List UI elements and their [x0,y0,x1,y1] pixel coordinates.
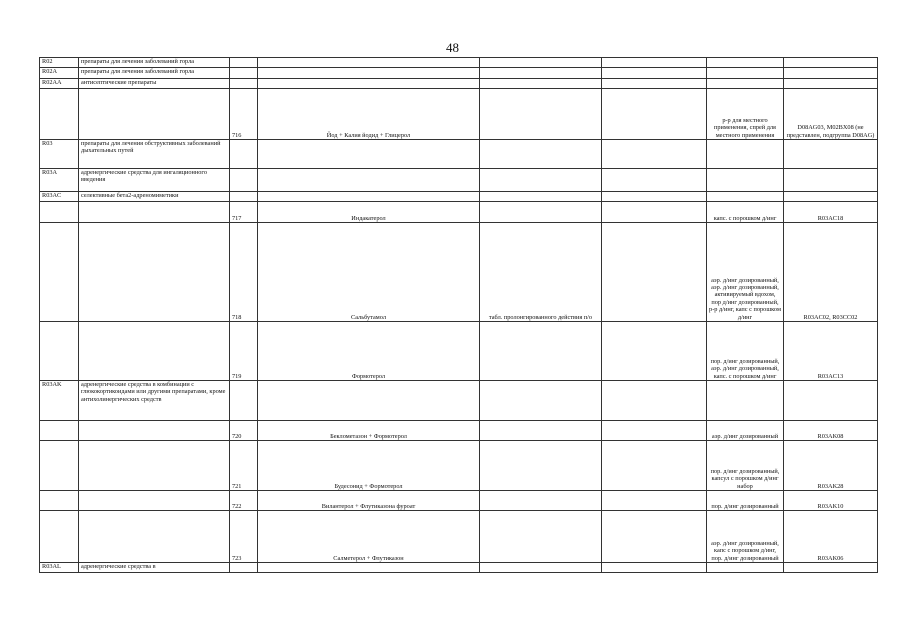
cell-inn: Йод + Калия йодид + Глицерол [258,89,480,140]
cell-extra [480,140,602,169]
cell-atc [40,202,79,223]
cell-blank [602,223,707,322]
cell-name [79,421,230,441]
cell-num [230,58,258,68]
cell-atc: R03A [40,169,79,192]
cell-blank [602,79,707,89]
cell-blank [602,511,707,563]
cell-code [784,140,878,169]
cell-extra [480,79,602,89]
table-row [40,441,878,491]
cell-form: пор. д/инг дозированный, капсул с порошком д/инг набор [707,441,784,491]
cell-form: аэр. д/инг дозированный [707,421,784,441]
cell-code: D08AG03, M02BX08 (не представлен, подгруппа D08AG) [784,89,878,140]
cell-name: препараты для лечения заболеваний горла [79,68,230,79]
cell-code: R03AK28 [784,441,878,491]
cell-form [707,381,784,421]
cell-name: адренергические средства в [79,563,230,573]
cell-extra [480,202,602,223]
cell-code [784,192,878,202]
cell-name [79,223,230,322]
table-row [40,169,878,192]
cell-num [230,192,258,202]
cell-inn: Беклометазон + Формотерол [258,421,480,441]
cell-atc: R03 [40,140,79,169]
cell-inn: Индакатерол [258,202,480,223]
cell-code [784,563,878,573]
cell-inn: Вилантерол + Флутиказона фуроат [258,491,480,511]
cell-form [707,169,784,192]
cell-num [230,68,258,79]
cell-num: 719 [230,322,258,381]
cell-num [230,381,258,421]
cell-form [707,68,784,79]
cell-code: R03AC18 [784,202,878,223]
cell-num: 723 [230,511,258,563]
drug-registry-table [39,57,878,573]
cell-name: адренергические средства в комбинации с глюкокортикоидами или другими препаратами, кроме антихолинергических средств [79,381,230,421]
cell-inn [258,169,480,192]
cell-num: 722 [230,491,258,511]
cell-name [79,441,230,491]
cell-code [784,68,878,79]
cell-atc: R02A [40,68,79,79]
cell-code [784,381,878,421]
cell-atc: R03AK [40,381,79,421]
cell-form [707,79,784,89]
cell-extra [480,511,602,563]
table-row [40,89,878,140]
cell-name: селективные бета2-адреномиметики [79,192,230,202]
cell-inn: Сальбутамол [258,223,480,322]
cell-inn: Будесонид + Формотерол [258,441,480,491]
cell-extra [480,421,602,441]
cell-extra [480,58,602,68]
cell-form [707,192,784,202]
cell-form: аэр. д/инг дозированный, аэр. д/инг дозированный, активируемый вдохом, пор д/инг дозированный, р-р д/инг, капс с порошком д/инг [707,223,784,322]
cell-extra [480,381,602,421]
cell-name: препараты для лечения заболеваний горла [79,58,230,68]
cell-blank [602,169,707,192]
cell-blank [602,68,707,79]
table-row [40,381,878,421]
cell-atc [40,511,79,563]
cell-atc [40,89,79,140]
cell-name: адренергические средства для ингаляционного введения [79,169,230,192]
cell-blank [602,202,707,223]
cell-atc [40,322,79,381]
cell-blank [602,192,707,202]
cell-name [79,89,230,140]
cell-form: пор. д/инг дозированный [707,491,784,511]
cell-code: R03AC13 [784,322,878,381]
table-row [40,58,878,68]
cell-blank [602,563,707,573]
cell-num: 721 [230,441,258,491]
cell-inn: Салметерол + Флутиказон [258,511,480,563]
cell-num [230,79,258,89]
cell-atc [40,441,79,491]
cell-inn [258,68,480,79]
cell-extra [480,192,602,202]
cell-extra [480,89,602,140]
cell-extra [480,322,602,381]
cell-code [784,169,878,192]
cell-inn [258,140,480,169]
cell-blank [602,381,707,421]
cell-atc [40,421,79,441]
table-row [40,511,878,563]
cell-form: р-р для местного применения, спрей для местного применения [707,89,784,140]
table-row [40,491,878,511]
cell-blank [602,491,707,511]
cell-inn [258,79,480,89]
cell-name [79,202,230,223]
table-row [40,202,878,223]
cell-form [707,58,784,68]
cell-blank [602,441,707,491]
cell-inn [258,192,480,202]
cell-extra [480,491,602,511]
cell-blank [602,58,707,68]
cell-inn [258,58,480,68]
cell-atc [40,223,79,322]
cell-extra [480,563,602,573]
cell-atc: R03AL [40,563,79,573]
cell-form: аэр. д/инг дозированный, капс с порошком д/инг, пор. д/инг дозированный [707,511,784,563]
cell-atc: R02AA [40,79,79,89]
cell-extra [480,169,602,192]
cell-num: 720 [230,421,258,441]
table-row [40,223,878,322]
cell-code: R03AK10 [784,491,878,511]
cell-extra [480,68,602,79]
cell-form: пор. д/инг дозированный, аэр. д/инг дозированный, капс. с порошком д/инг [707,322,784,381]
cell-form: капс. с порошком д/инг [707,202,784,223]
table-row [40,421,878,441]
cell-num: 717 [230,202,258,223]
cell-name [79,322,230,381]
cell-inn: Формотерол [258,322,480,381]
cell-extra [480,441,602,491]
cell-code [784,79,878,89]
table-row [40,192,878,202]
cell-blank [602,322,707,381]
cell-blank [602,140,707,169]
cell-num [230,140,258,169]
cell-name: антисептические препараты [79,79,230,89]
cell-name: препараты для лечения обструктивных заболеваний дыхательных путей [79,140,230,169]
cell-inn [258,563,480,573]
table-row [40,563,878,573]
cell-atc: R03AC [40,192,79,202]
cell-atc: R02 [40,58,79,68]
cell-blank [602,89,707,140]
cell-form [707,140,784,169]
cell-num: 718 [230,223,258,322]
cell-code: R03AC02, R03CC02 [784,223,878,322]
cell-code: R03AK08 [784,421,878,441]
cell-inn [258,381,480,421]
cell-extra: табл. пролонгированного действия п/о [480,223,602,322]
cell-num [230,563,258,573]
cell-name [79,491,230,511]
table-row [40,140,878,169]
cell-blank [602,421,707,441]
table-row [40,322,878,381]
cell-form [707,563,784,573]
cell-num: 716 [230,89,258,140]
table-row [40,79,878,89]
cell-name [79,511,230,563]
cell-code: R03AK06 [784,511,878,563]
cell-code [784,58,878,68]
cell-num [230,169,258,192]
table-row [40,68,878,79]
page-number: 48 [446,40,459,55]
cell-atc [40,491,79,511]
